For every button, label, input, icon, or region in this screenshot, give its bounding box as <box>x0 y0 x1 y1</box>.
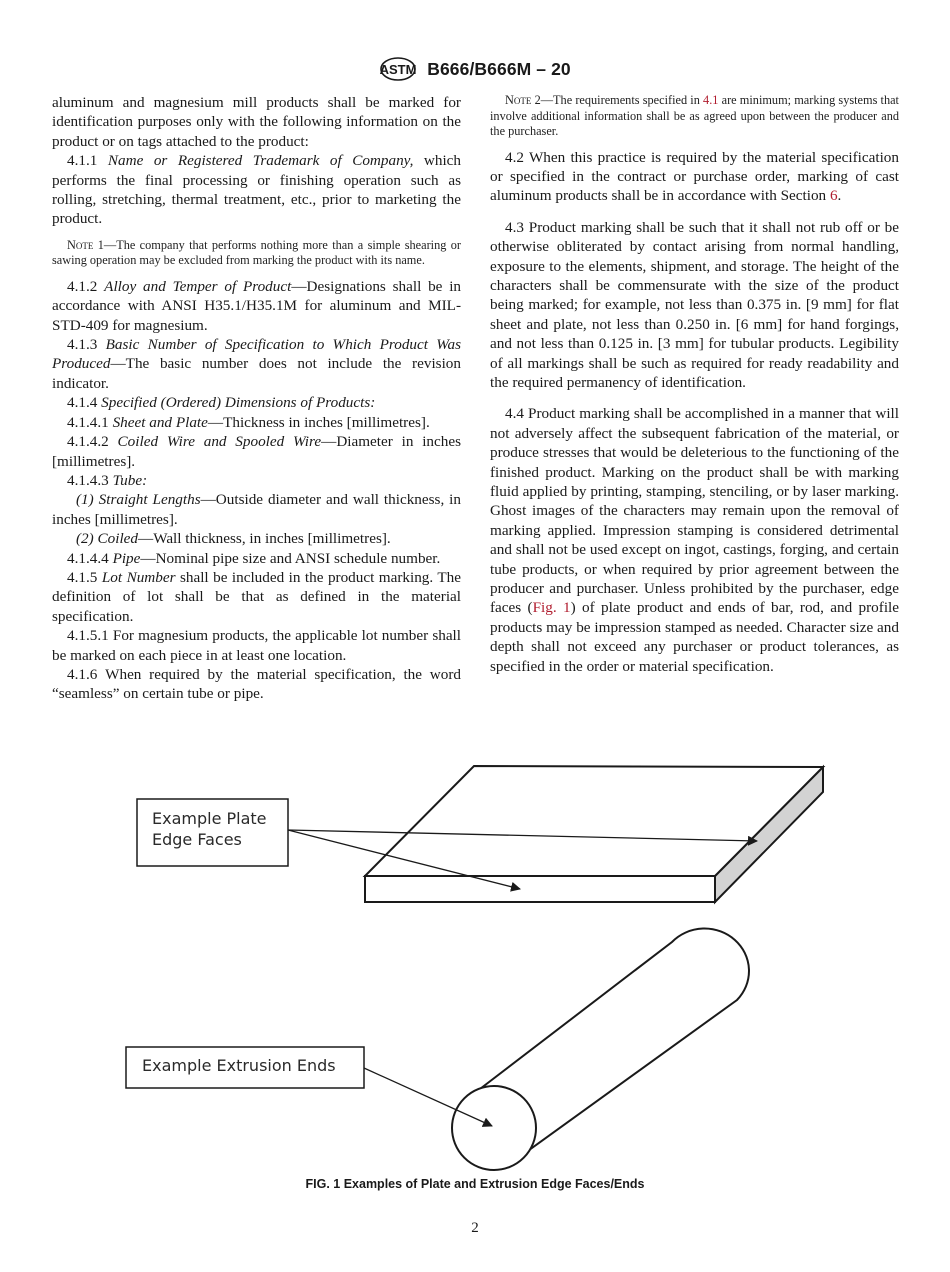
section-4-1-4-4: 4.1.4.4 Pipe—Nominal pipe size and ANSI schedule number. <box>67 549 441 567</box>
figure-1 <box>0 750 950 1180</box>
section-4-1-4-3-2: (2) Coiled—Wall thickness, in inches [millimetres]. <box>76 530 391 548</box>
link-section-6[interactable]: 6 <box>829 187 838 205</box>
section-4-1-4-2: 4.1.4.2 Coiled Wire and Spooled Wire—Diameter in inches [millimetres]. <box>52 433 461 470</box>
extrusion-drawing <box>452 929 749 1170</box>
figure-illustration <box>0 750 950 1180</box>
cylinder-end-face <box>452 1086 536 1170</box>
link-fig-1[interactable]: Fig. 1 <box>532 599 571 617</box>
section-4-1-4-1: 4.1.4.1 Sheet and Plate—Thickness in inches [millimetres]. <box>67 413 430 431</box>
section-4-1-2: 4.1.2 Alloy and Temper of Product—Designations shall be in accordance with ANSI H35.1/H35.1M for aluminum and MIL-STD-409 for magnesium. <box>52 277 462 334</box>
left-column <box>52 93 461 704</box>
section-4-1-4: 4.1.4 Specified (Ordered) Dimensions of Products: <box>67 394 376 412</box>
extrusion-label: Example Extrusion Ends <box>142 1056 336 1075</box>
page-number: 2 <box>471 1220 479 1236</box>
section-4-2: 4.2 When this practice is required by the material specification or specified in the contract or purchase order, marking of cast aluminum products shall be in accordance with Section 6. <box>490 148 899 205</box>
svg-text:ASTM: ASTM <box>379 62 417 77</box>
astm-logo-icon <box>379 56 417 82</box>
section-4-1-4-3: 4.1.4.3 Tube: <box>67 471 148 489</box>
section-4-3: 4.3 Product marking shall be such that it shall not rub off or be otherwise obliterated by contact arising from normal handling, exposure to the elements, shipment, and storage. The height of the characters shall be commensurate with the size of the product being marked; for example, not less than 0.375 in. [9 mm] for flat sheet and plate, not less than 0.250 in. [6 mm] for hand forgings, and not less than 0.125 in. [3 mm] for tubular products. Legibility of all markings shall be such as required for ready readability and the required permanency of identification. <box>490 218 900 391</box>
link-section-4-1[interactable]: 4.1 <box>703 93 719 107</box>
figure-caption: FIG. 1 Examples of Plate and Extrusion Edge Faces/Ends <box>305 1177 645 1191</box>
section-4-1-6: 4.1.6 When required by the material specification, the word “seamless” on certain tube or pipe. <box>52 665 461 703</box>
plate-label: Example Plate Edge Faces <box>152 809 267 849</box>
note-1: Note 1—The company that performs nothing more than a simple shearing or sawing operation may be excluded from marking the product with its name. <box>52 237 461 268</box>
section-4-1-4-3-1: (1) Straight Lengths—Outside diameter and wall thickness, in inches [millimetres]. <box>52 491 461 528</box>
right-column <box>490 93 899 676</box>
document-designation: B666/B666M – 20 <box>427 58 571 79</box>
section-4-1-1: 4.1.1 Name or Registered Trademark of Company, which performs the final processing or finishing operation such as rolling, stretching, thermal treatment, etc., prior to marketing the product. <box>52 152 462 228</box>
section-4-1-5-1: 4.1.5.1 For magnesium products, the applicable lot number shall be marked on each piece in at least one location. <box>52 627 461 664</box>
section-4-1-3: 4.1.3 Basic Number of Specification to Which Product Was Produced—The basic number does not include the revision indicator. <box>52 336 461 392</box>
note-2: Note 2—The requirements specified in 4.1 are minimum; marking systems that involve additional information shall be as agreed upon between the producer and the purchaser. <box>490 93 899 138</box>
plate-front-face <box>365 876 715 902</box>
section-4-4: 4.4 Product marking shall be accomplished in a manner that will not adversely affect the subsequent fabrication of the material, or produce stresses that would be deleterious to the functioning of the finished product. Marking on the product shall be with marking fluid applied by printing, stamping, stenciling, or by laser marking. Ghost images of the characters may remain upon the removal of marking applied. Impression stamping is considered detrimental and shall not be used except on ingot, castings, forging, and certain tube products, or when required by prior agreement between the producer and purchaser. Unless prohibited by the purchaser, edge faces (Fig. 1) of plate product and ends of bar, rod, and profile products may be impression stamped as needed. Character size and depth shall not exceed any purchaser or product tolerances, as specified in the order or material specification. <box>490 405 900 675</box>
paragraph-intro: aluminum and magnesium mill products shall be marked for identification purposes only with the following information on the product or on tags attached to the product: <box>52 94 461 150</box>
section-4-1-5: 4.1.5 Lot Number shall be included in the product marking. The definition of lot shall be that as defined in the material specification. <box>52 568 461 625</box>
page-header <box>0 56 950 82</box>
